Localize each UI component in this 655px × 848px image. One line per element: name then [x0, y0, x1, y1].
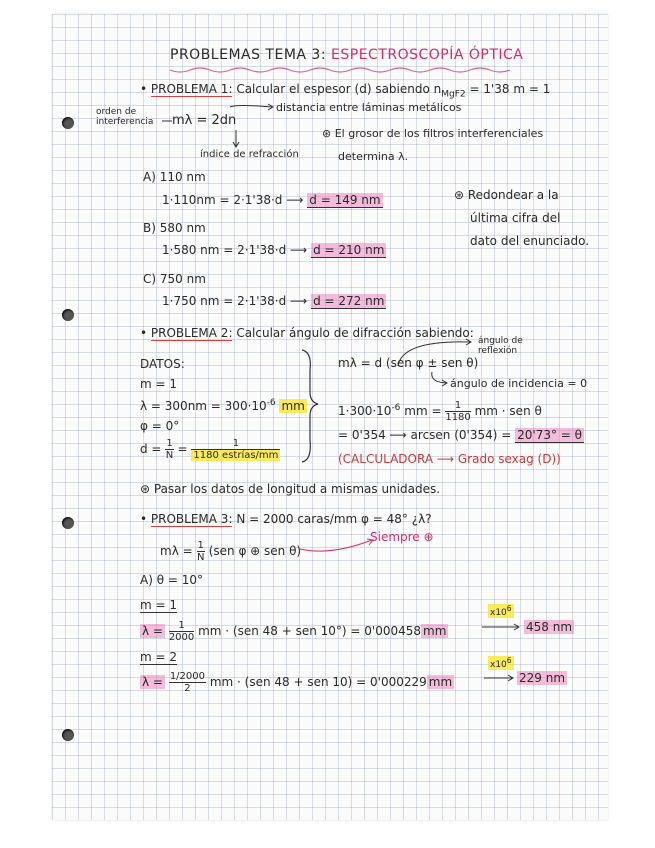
p2-lambda: $\lambda = 300nm = 300\cdot 10^{-6}$ mm	[140, 398, 305, 413]
note-round-line1: ⊛ Redondear a la	[454, 188, 559, 202]
label-indice: índice de refracción	[200, 149, 299, 160]
p3-formula: mλ = $\frac{1}{N}$ (sen φ ⊕ sen θ)	[160, 540, 302, 563]
p3-m2-label: m = 2	[140, 650, 178, 664]
label-angulo-reflexion: ángulo de reflexión	[478, 336, 523, 356]
p1-part-c-label: C) 750 nm	[143, 272, 206, 286]
p3-m1-factor: $x10^6$	[490, 604, 512, 618]
p1-part-c-result: d = 272 nm	[313, 294, 385, 308]
p2-phi: φ = 0°	[140, 419, 180, 433]
p1-part-b-calc: 1·580 nm = 2·1'38·d ⟶ d = 210 nm	[162, 243, 385, 257]
p3-m1-result: 458 nm	[526, 620, 573, 634]
p2-calc-2: = 0'354 ⟶ arcsen (0'354) = 20'73° = θ	[338, 428, 582, 442]
p1-part-c-calc: 1·750 nm = 2·1'38·d ⟶ d = 272 nm	[162, 294, 385, 308]
binder-hole	[62, 309, 74, 321]
p3-m1-label: m = 1	[140, 598, 178, 612]
problem-1-statement: • PROBLEMA 1: Calcular el espesor (d) sabiendo $n_{MgF2} = 1'38$ m = 1	[140, 82, 551, 100]
binder-hole	[62, 729, 74, 741]
label-distancia: distancia entre láminas metálicos	[276, 101, 462, 114]
p1-part-a-result: d = 149 nm	[309, 193, 381, 207]
problem-2-statement: • PROBLEMA 2: Calcular ángulo de difracción sabiendo:	[140, 326, 474, 340]
p1-part-a-label: A) 110 nm	[143, 170, 206, 184]
p1-part-b-result: d = 210 nm	[313, 243, 385, 257]
p1-part-b-label: B) 580 nm	[143, 221, 206, 235]
p3-part-a-label: A) θ = 10°	[140, 573, 203, 587]
p3-m1-calc: λ = $\frac{1}{2000}$ mm · (sen 48 + sen 10°) = 0'000458 mm	[142, 620, 447, 643]
p2-d: d = $\frac{1}{N}$ = $\frac{1}{\text{1180 estrías/mm}}$	[140, 438, 279, 461]
p1-part-a-calc: 1·110nm = 2·1'38·d ⟶ d = 149 nm	[162, 193, 381, 207]
note-grosor-line2: determina λ.	[338, 150, 409, 163]
p2-calculator-note: (CALCULADORA ⟶ Grado sexag (D))	[338, 452, 561, 466]
p2-calc-1: $1\cdot 300\cdot 10^{-6}$ mm = $\frac{1}{1180}$ mm · sen θ	[338, 400, 542, 423]
p2-datos-label: DATOS:	[140, 357, 185, 371]
label-angulo-incidencia: ángulo de incidencia = 0	[450, 377, 588, 390]
p3-m2-result: 229 nm	[519, 671, 566, 685]
label-siempre: Siempre ⊕	[370, 530, 434, 544]
note-round-line2: última cifra del	[470, 211, 561, 225]
problem-3-statement: • PROBLEMA 3: N = 2000 caras/mm φ = 48° ¿λ?	[140, 512, 432, 526]
binder-hole	[62, 117, 74, 129]
formula-interference: mλ = 2dn	[172, 113, 237, 128]
p2-formula: mλ = d (sen φ ± sen θ)	[338, 356, 479, 370]
p2-result: 20'73° = θ	[517, 428, 582, 442]
p2-units-note: ⊛ Pasar los datos de longitud a mismas unidades.	[140, 482, 441, 496]
label-orden-interferencia: orden de interferencia	[96, 107, 154, 127]
page-title: PROBLEMAS TEMA 3: ESPECTROSCOPÍA ÓPTICA	[170, 47, 524, 63]
p3-m2-factor: $x10^6$	[490, 656, 512, 670]
p2-m: m = 1	[140, 377, 178, 391]
binder-hole	[62, 517, 74, 529]
note-round-line3: dato del enunciado.	[470, 234, 590, 248]
p3-m2-calc: λ = $\frac{1/2000}{2}$ mm · (sen 48 + sen 10) = 0'000229 mm	[142, 671, 453, 694]
note-grosor-line1: ⊛ El grosor de los filtros interferenciales	[322, 127, 544, 140]
